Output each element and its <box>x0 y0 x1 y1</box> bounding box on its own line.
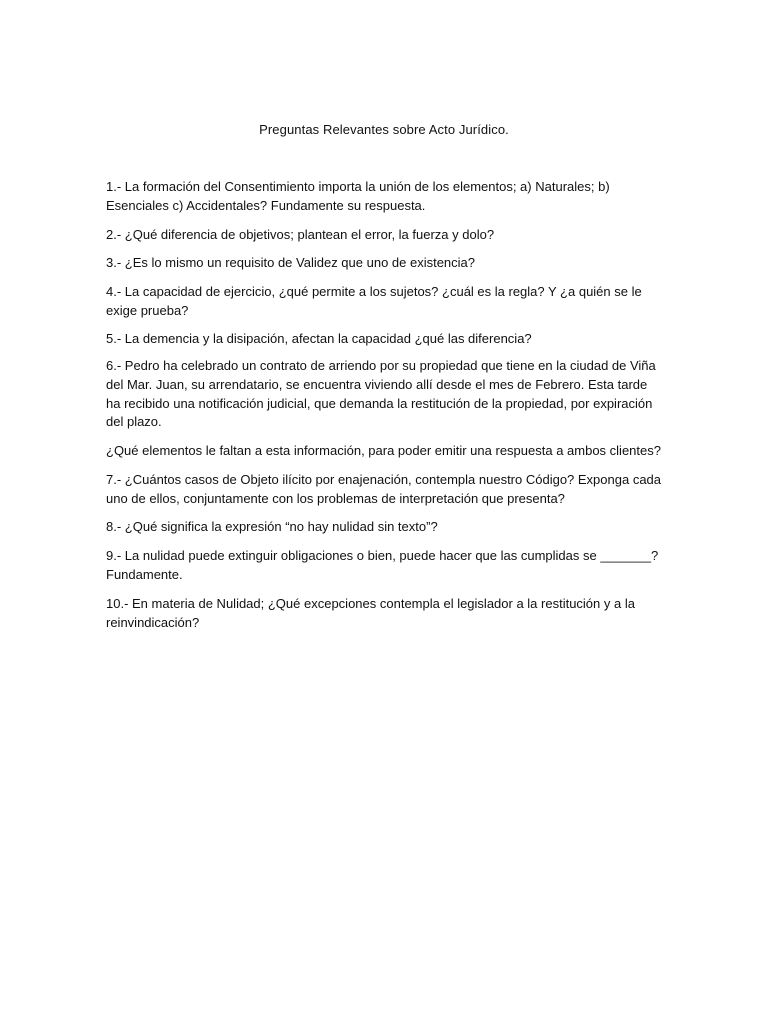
question-3: 3.- ¿Es lo mismo un requisito de Validez que uno de existencia? <box>106 255 476 270</box>
question-1: 1.- La formación del Consentimiento importa la unión de los elementos; a) Naturales; b) Esenciales c) Accidentales? Fundamente su respuesta. <box>106 179 610 213</box>
question-8: 8.- ¿Qué significa la expresión “no hay nulidad sin texto”? <box>106 519 438 534</box>
question-5: 5.- La demencia y la disipación, afectan la capacidad ¿qué las diferencia? <box>106 331 532 346</box>
question-9: 9.- La nulidad puede extinguir obligaciones o bien, puede hacer que las cumplidas se _______? Fundamente. <box>106 548 659 582</box>
question-6: 6.- Pedro ha celebrado un contrato de arriendo por su propiedad que tiene en la ciudad de Viña del Mar. Juan, su arrendatario, se encuentra viviendo allí desde el mes de Febrero. Esta tarde ha recibido una notificación judicial, que demanda la restitución de la propiedad, por expiración del plazo. <box>106 358 656 430</box>
document-title: Preguntas Relevantes sobre Acto Jurídico. <box>259 122 509 137</box>
question-6-followup: ¿Qué elementos le faltan a esta información, para poder emitir una respuesta a ambos clientes? <box>106 443 661 458</box>
question-10: 10.- En materia de Nulidad; ¿Qué excepciones contempla el legislador a la restitución y a la reinvindicación? <box>106 596 635 630</box>
question-4: 4.- La capacidad de ejercicio, ¿qué permite a los sujetos? ¿cuál es la regla? Y ¿a quién se le exige prueba? <box>106 284 642 318</box>
question-2: 2.- ¿Qué diferencia de objetivos; plantean el error, la fuerza y dolo? <box>106 227 495 242</box>
question-7: 7.- ¿Cuántos casos de Objeto ilícito por enajenación, contempla nuestro Código? Exponga cada uno de ellos, conjuntamente con los problemas de interpretación que presenta? <box>106 472 662 506</box>
